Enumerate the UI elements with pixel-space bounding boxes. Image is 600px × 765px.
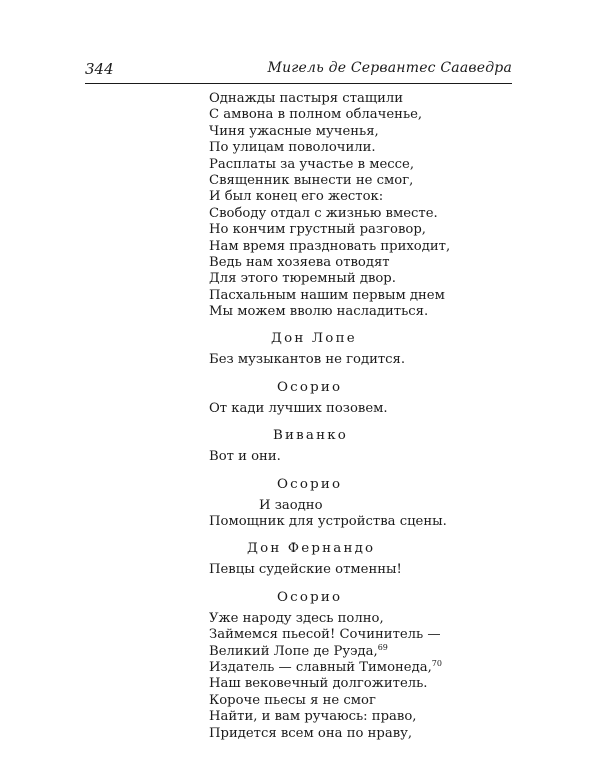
verse-line-with-footnote <box>209 644 509 660</box>
verse-line: Чиня ужасные мученья, <box>209 123 379 139</box>
verse-line: Но кончим грустный разговор, <box>209 222 426 238</box>
verse-line: Расплаты за участье в мессе, <box>209 156 415 172</box>
verse-line: По улицам поволочили. <box>209 140 376 156</box>
verse-line: Пасхальным нашим первым днем <box>209 287 445 303</box>
verse-line: От кади лучших позовем. <box>209 400 388 416</box>
opening-verse <box>209 91 509 320</box>
verse-line: Свободу отдал с жизнью вместе. <box>209 205 438 221</box>
verse-line: Певцы судейские отменны! <box>209 562 402 578</box>
play-text <box>209 91 509 742</box>
header-rule <box>85 83 512 84</box>
verse-line: Священник вынести не смог, <box>209 172 414 188</box>
verse-line: И был конец его жесток: <box>209 189 384 205</box>
speaker-name: Осорио <box>277 589 343 605</box>
verse-line: Уже народу здесь полно, <box>209 610 384 626</box>
verse-line: Займемся пьесой! Сочинитель — <box>209 627 441 643</box>
verse-text: Великий Лопе де Руэда, <box>209 643 378 659</box>
footnote-marker[interactable]: 69 <box>377 642 388 652</box>
verse-line: С амвона в полном облаченье, <box>209 107 423 123</box>
verse-line: Найти, и вам ручаюсь: право, <box>209 709 417 725</box>
verse-line: Наш вековечный долгожитель. <box>209 676 428 692</box>
speaker-name: Осорио <box>277 476 343 492</box>
verse-line: Мы можем вволю насладиться. <box>209 304 429 320</box>
speaker-name: Осорио <box>277 379 343 395</box>
verse-line: Ведь нам хозяева отводят <box>209 254 390 270</box>
footnote-marker[interactable]: 70 <box>431 658 442 668</box>
verse-line: Без музыкантов не годится. <box>209 352 406 368</box>
verse-line: Вот и они. <box>209 449 281 465</box>
verse-line-with-footnote <box>209 660 509 676</box>
verse-line: Помощник для устройства сцены. <box>209 514 447 530</box>
verse-line: Нам время праздновать приходит, <box>209 238 451 254</box>
verse-line: Придется всем она по нраву, <box>209 725 413 741</box>
speaker-name: Дон Лопе <box>271 331 357 347</box>
page-header <box>85 60 512 82</box>
page-number: 344 <box>85 60 114 78</box>
verse-line: И заодно <box>259 497 323 513</box>
verse-line: Однажды пастыря стащили <box>209 91 404 106</box>
verse-text: Издатель — славный Тимонеда, <box>209 659 432 675</box>
running-title: Мигель де Сервантес Сааведра <box>267 60 512 76</box>
verse-line: Короче пьесы я не смог <box>209 692 376 708</box>
speaker-name: Дон Фернандо <box>247 541 376 557</box>
verse-line: Для этого тюремный двор. <box>209 271 396 287</box>
speaker-name: Виванко <box>273 428 349 444</box>
